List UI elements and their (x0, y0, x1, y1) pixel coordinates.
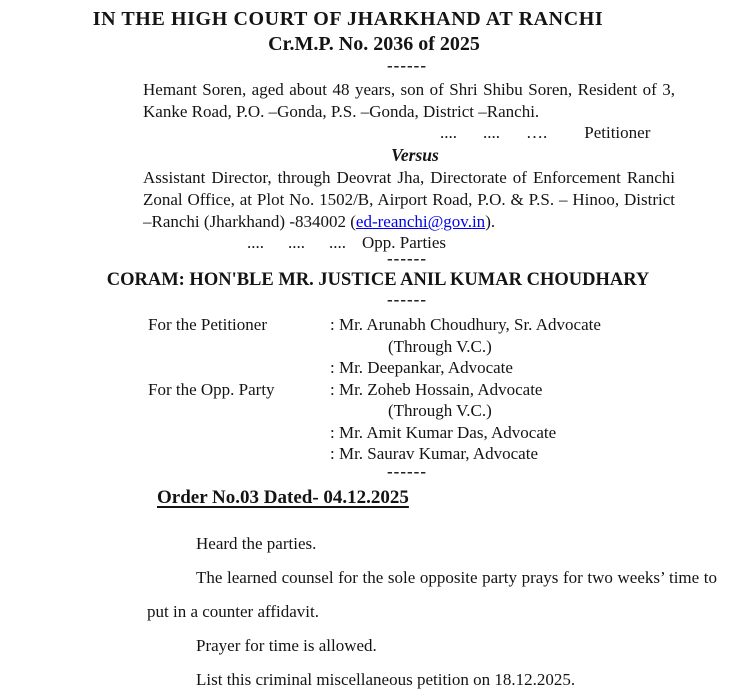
dots-group: .... (329, 233, 346, 252)
dots-group: .... (440, 123, 457, 142)
appearance-entry: : Mr. Zoheb Hossain, Advocate (330, 379, 543, 399)
appearance-side-label (148, 336, 330, 358)
order-paragraph: Heard the parties. (196, 533, 317, 553)
email-link[interactable]: ed-reanchi@gov.in (355, 212, 486, 231)
dots-group: .... (247, 233, 264, 252)
petitioner-label: Petitioner (584, 123, 651, 142)
appearance-row (148, 400, 756, 422)
appearance-entry: (Through V.C.) (388, 336, 492, 356)
appearance-row (148, 314, 756, 336)
appearance-entry: : Mr. Arunabh Choudhury, Sr. Advocate (330, 315, 601, 334)
order-paragraph: List this criminal miscellaneous petition on 18.12.2025. (196, 669, 576, 689)
appearance-side-label (148, 400, 330, 422)
dots-group: …. (526, 123, 548, 142)
appearance-row (148, 336, 756, 358)
versus-label: Versus (391, 145, 439, 165)
appearance-side-label (148, 443, 330, 465)
separator: ------ (387, 290, 427, 309)
order-heading (157, 485, 756, 510)
appearance-entry: (Through V.C.) (388, 401, 492, 420)
opp-parties-text: Assistant Director, through Deovrat Jha, Directorate of Enforcement Ranchi Zonal Office, at Plot No. 1502/B, Airport Road, P.O. & P.S. – Hinoo, District –Ranchi (Jharkhand) -834002 ( (143, 168, 675, 231)
appearance-row (148, 443, 756, 465)
opp-parties-description (143, 167, 675, 233)
opp-parties-text-end: ). (485, 212, 496, 231)
appearance-row (148, 379, 756, 401)
appearance-entry: : Mr. Deepankar, Advocate (330, 358, 513, 377)
opp-parties-dots-row (247, 233, 756, 253)
appearance-side-label: For the Petitioner (148, 315, 267, 334)
order-body (147, 527, 717, 697)
appearance-row (148, 357, 756, 379)
petitioner-description: Hemant Soren, aged about 48 years, son of Shri Shibu Soren, Resident of 3, Kanke Road, P.O. –Gonda, P.S. –Gonda, District –Ranchi. (143, 80, 675, 121)
appearance-entry: : Mr. Amit Kumar Das, Advocate (330, 422, 557, 442)
case-number: Cr.M.P. No. 2036 of 2025 (268, 33, 480, 55)
opp-parties-label: Opp. Parties (362, 233, 447, 252)
petitioner-dots-row (440, 123, 756, 143)
order-paragraph: Prayer for time is allowed. (196, 635, 377, 655)
order-paragraph: The learned counsel for the sole opposite party prays for two weeks’ time to put in a counter affidavit. (147, 567, 717, 621)
separator: ------ (387, 461, 427, 481)
appearance-side-label (148, 357, 330, 379)
appearance-entry: : Mr. Saurav Kumar, Advocate (330, 444, 538, 463)
coram-line: CORAM: HON'BLE MR. JUSTICE ANIL KUMAR CHOUDHARY (106, 270, 650, 290)
appearance-side-label (148, 422, 330, 444)
appearance-row (148, 422, 756, 444)
order-heading-text: Order No.03 Dated- 04.12.2025 (157, 486, 409, 508)
separator: ------ (387, 249, 427, 268)
separator: ------ (387, 56, 427, 75)
appearance-side-label: For the Opp. Party (148, 379, 275, 399)
dots-group: .... (483, 123, 500, 142)
court-title: IN THE HIGH COURT OF JHARKHAND AT RANCHI (92, 8, 604, 30)
dots-group: .... (288, 233, 305, 252)
